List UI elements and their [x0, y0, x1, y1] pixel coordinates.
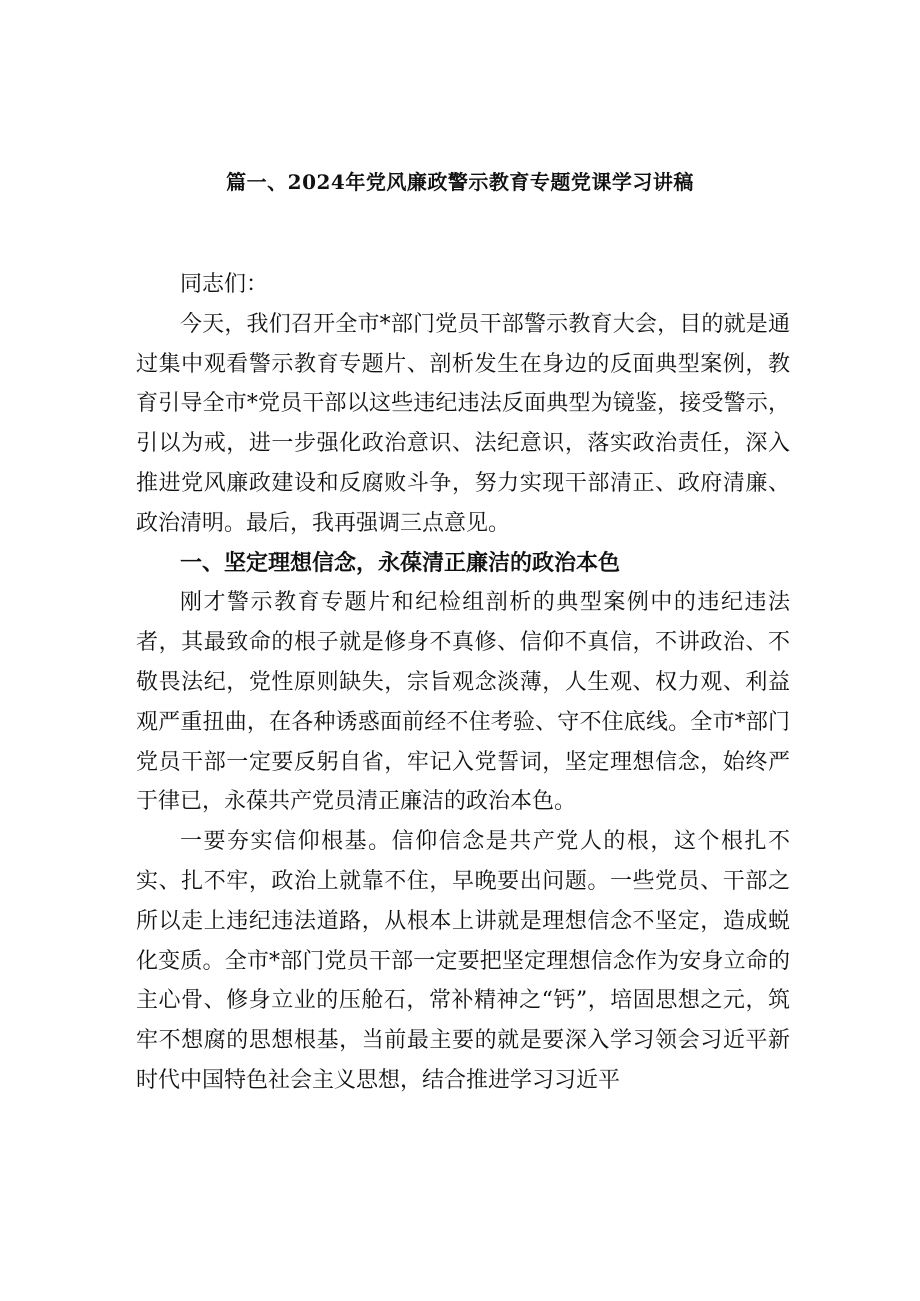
- paragraph-intro: 今天，我们召开全市*部门党员干部警示教育大会，目的就是通过集中观看警示教育专题片、剖析发生在身边的反面典型案例，教育引导全市*党员干部以这些违纪违法反面典型为镜鉴，接受警示，引以为戒，进一步强化政治意识、法纪意识，落实政治责任，深入推进党风廉政建设和反腐败斗争，努力实现干部清正、政府清廉、政治清明。最后，我再强调三点意见。: [136, 311, 790, 536]
- section-heading-1: 一、坚定理想信念，永葆清正廉洁的政治本色: [180, 549, 621, 576]
- paragraph-section-1: 刚才警示教育专题片和纪检组剖析的典型案例中的违纪违法者，其最致命的根子就是修身不真修、信仰不真信，不讲政治、不敬畏法纪，党性原则缺失，宗旨观念淡薄，人生观、权力观、利益观严重扭曲，在各种诱惑面前经不住考验、守不住底线。全市*部门党员干部一定要反躬自省，牢记入党誓词，坚定理想信念，始终严于律已，永葆共产党员清正廉洁的政治本色。: [136, 590, 790, 815]
- salutation: 同志们：: [180, 272, 269, 297]
- paragraph-point-1: 一要夯实信仰根基。信仰信念是共产党人的根，这个根扎不实、扎不牢，政治上就靠不住，早晚要出问题。一些党员、干部之所以走上违纪违法道路，从根本上讲就是理想信念不坚定，造成蜕化变质。全市*部门党员干部一定要把坚定理想信念作为安身立命的主心骨、修身立业的压舱石，常补精神之“钙”，培固思想之元，筑牢不想腐的思想根基，当前最主要的就是要深入学习领会习近平新时代中国特色社会主义思想，结合推进学习习近平: [136, 829, 790, 1093]
- document-body: [136, 265, 790, 1101]
- document-title: 篇一、2024年党风廉政警示教育专题党课学习讲稿: [226, 170, 694, 194]
